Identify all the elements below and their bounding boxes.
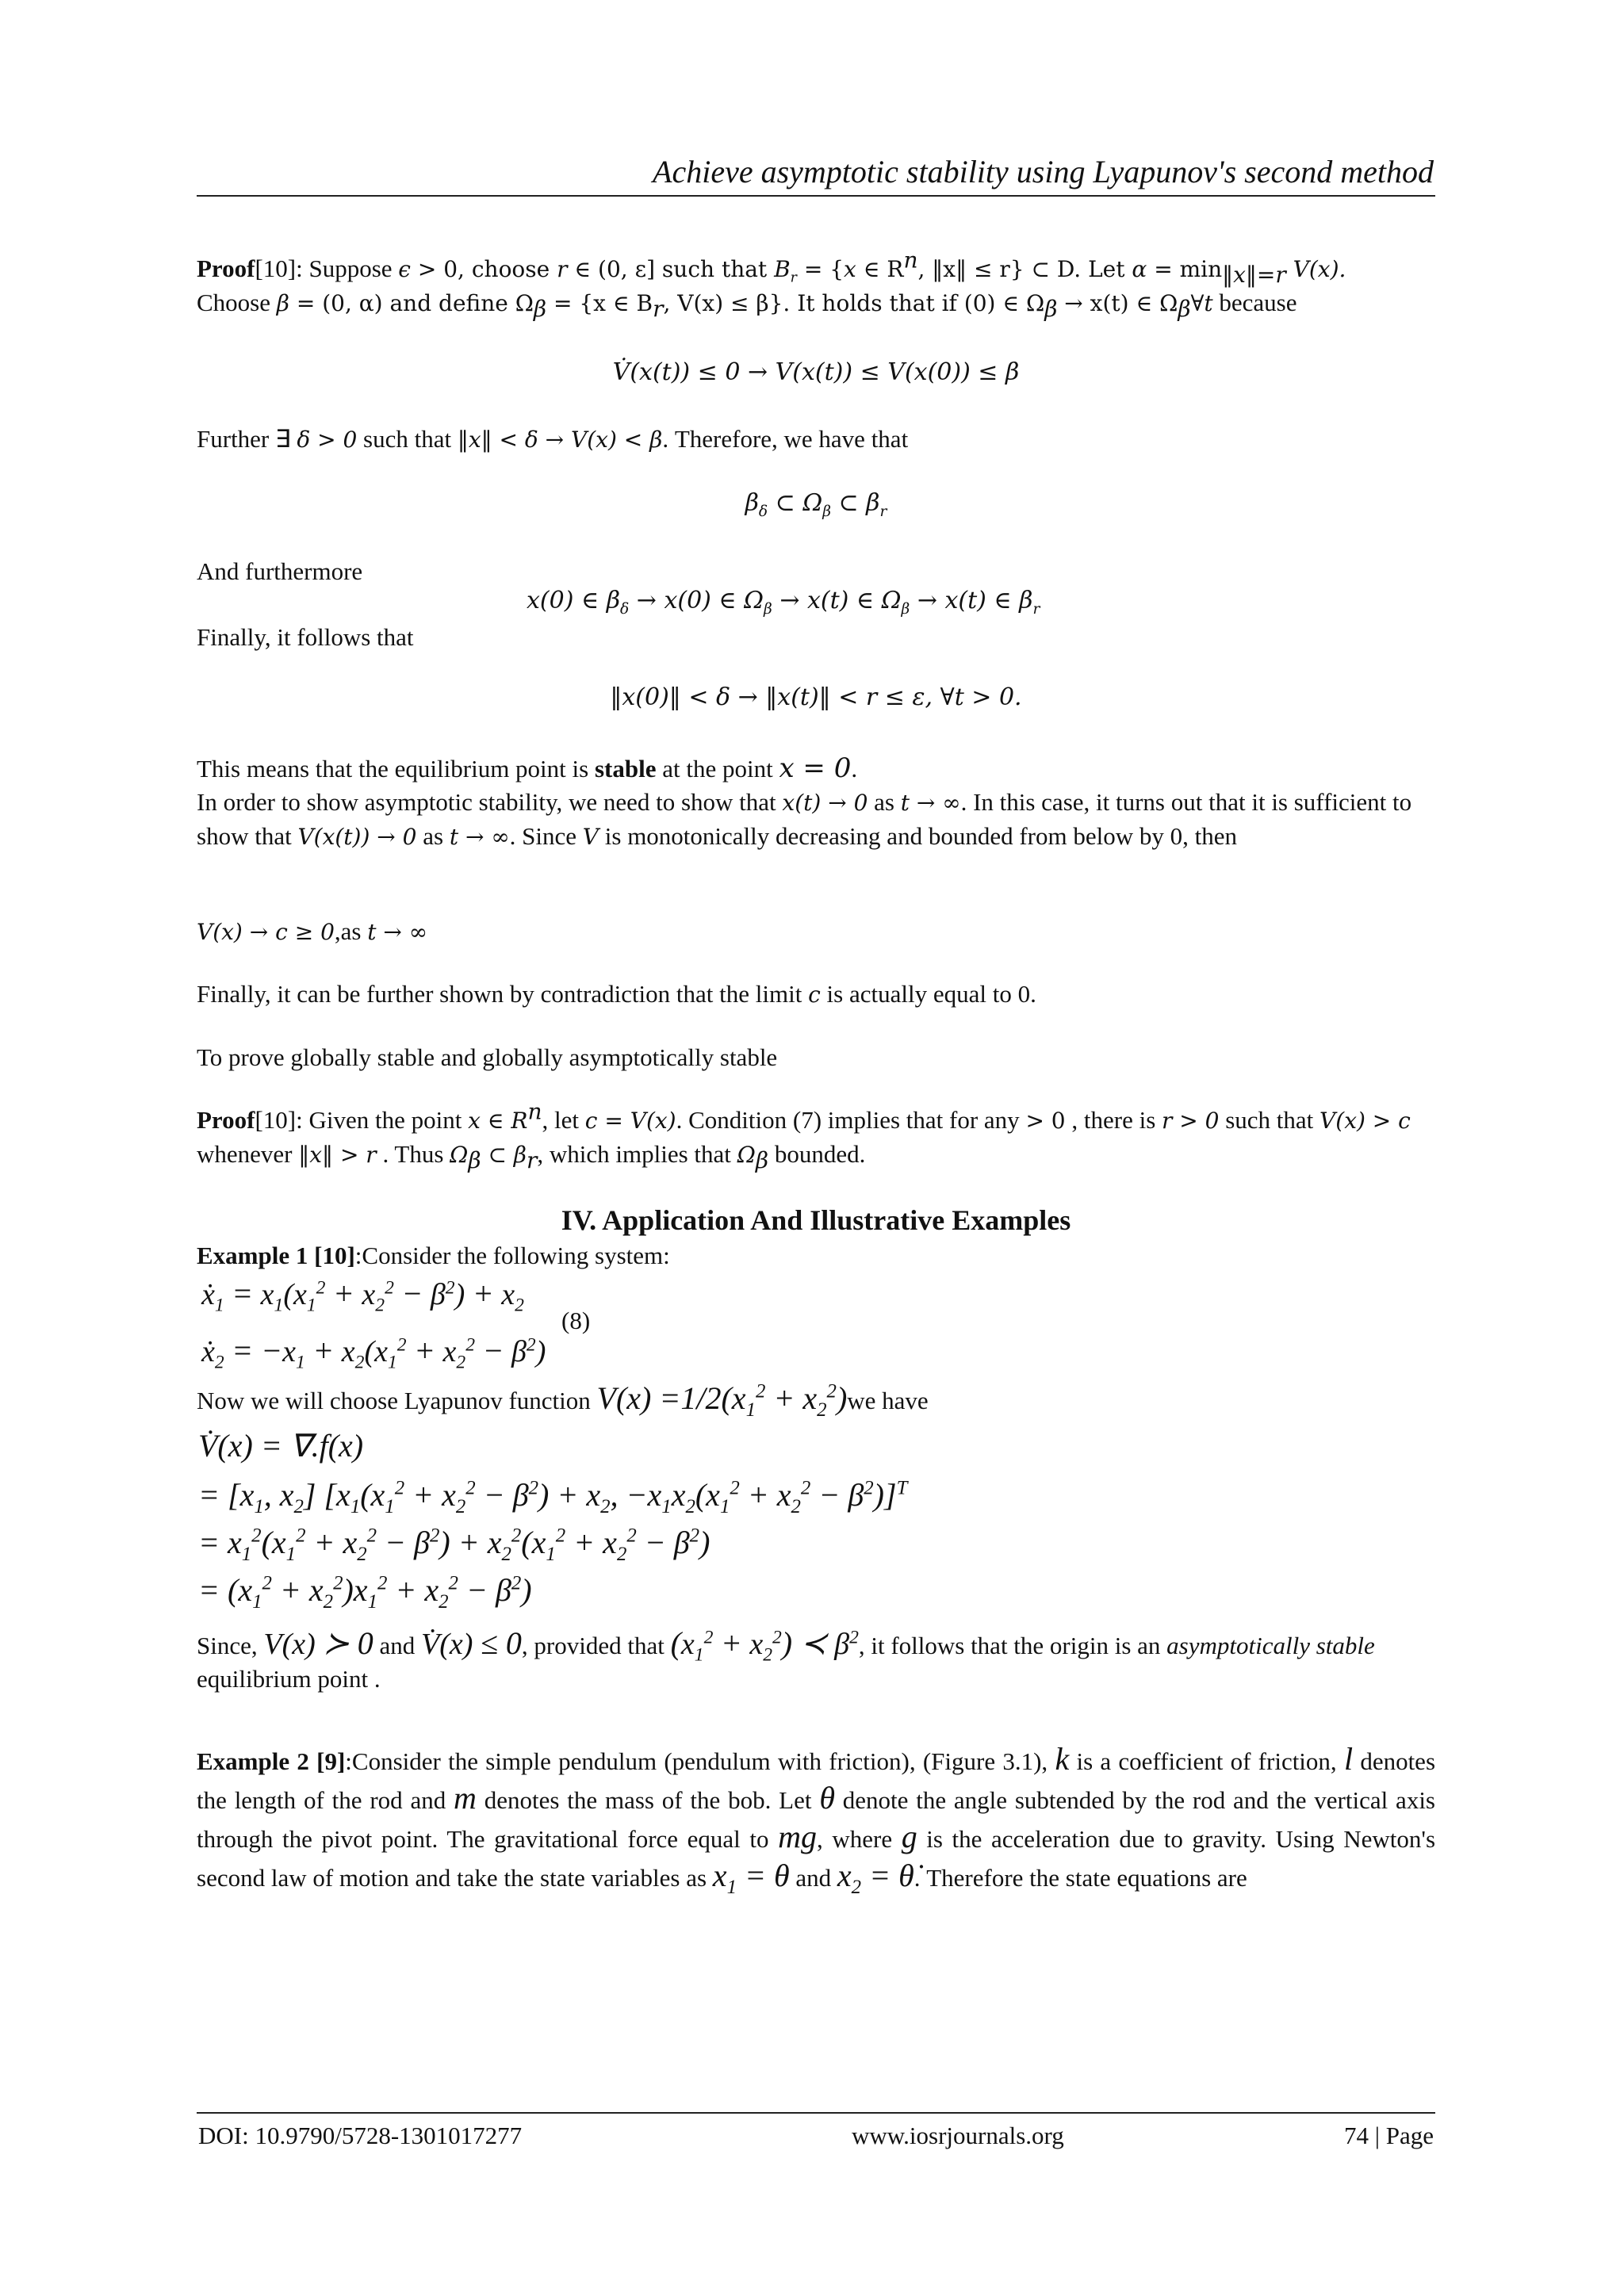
text: , which implies that [537,1140,737,1168]
text: , there is [1065,1106,1162,1134]
math-x: x [844,256,856,282]
math-text: x ∈ R [468,1108,528,1134]
contradiction-paragraph [197,978,1435,1012]
math-text: > 0 [1025,1108,1066,1134]
text: is actually equal to 0. [820,980,1036,1008]
text: . [851,755,858,783]
math-sub-beta: β [468,1147,481,1174]
math-sub-beta: β [764,601,772,618]
math-text: r > 0 [1162,1108,1220,1134]
math-n: n [903,247,918,274]
math-text: ∀t [1190,290,1213,316]
math-text: ‖x‖ < δ → V(x) < β [457,427,663,453]
math-text: ‖x‖ > r [298,1142,377,1168]
math-text: ⊂ Ω [768,489,823,517]
footer-doi: DOI: 10.9790/5728-1301017277 [198,2122,523,2149]
math-text: = { [796,256,845,282]
text: , it follows that the origin is an [858,1632,1167,1659]
text: denote the angle subtended by the rod and the vertical axis through the pivot point. The gravitational force equal to [197,1786,1435,1853]
derivative-line-1: V̇(x) = ∇.f(x) [198,1428,364,1464]
math-epsilon: ϵ [398,256,411,282]
text: Further ∃ [197,425,297,453]
math-sub-r: r [1032,601,1040,618]
limit-equation [197,915,1435,949]
further-paragraph [197,423,1435,457]
stable-paragraph [197,752,1435,854]
text: , where [817,1825,902,1853]
text: denotes the mass of the bob. Let [476,1786,820,1814]
math-sub-r: r [527,1147,538,1174]
text: . Condition (7) implies that for any [676,1106,1026,1134]
italic-text: asymptotically stable [1166,1632,1375,1659]
math-text: V [582,824,599,850]
derivative-line-3: = $x_1^2(x_1^2 + x_2^2 - \beta^2) + x_2^2(x_1^2 + x_2^2 - \beta^2)$ [198,1525,710,1565]
math-alpha: α [1132,256,1147,282]
equation-chain [527,587,1040,618]
math-sub-delta: δ [620,601,630,618]
math-sub-beta: β [533,296,547,323]
running-header: Achieve asymptotic stability using Lyapunov's second method [653,154,1434,189]
math-state-x1: $x_1 = \theta$ [712,1858,790,1898]
furthermore-text: And furthermore [197,557,363,585]
math-text: β [745,489,759,517]
math-text: mg [778,1819,817,1854]
text: . In this case, it turns out that it is sufficient to show that [197,788,1412,850]
math-sub-beta: β [822,503,831,520]
text: , provided that [521,1632,671,1659]
equation-subsets [197,489,1435,520]
text: . Therefore the state equations are [914,1864,1247,1892]
example-label: Example 1 [197,1242,315,1269]
math-text: t → ∞ [449,824,510,850]
to-prove-text: To prove globally stable and globally asymptotically stable [197,1043,778,1071]
text: is a coefficient of friction, [1069,1747,1344,1775]
example-ref: [10] [314,1242,355,1269]
math-text: ∈ (0, ε] such that [567,256,775,282]
math-text: ⊂ β [830,489,880,517]
math-text: ⊂ β [481,1142,527,1168]
math-text: → x(t) ∈ Ω [1057,290,1178,316]
equation-bound: ‖x(0)‖ < δ → ‖x(t)‖ < r ≤ ε, ∀t > 0. [610,683,1022,711]
example-label: Example 2 [197,1747,317,1775]
text: at the point [656,755,779,783]
text: such that [1219,1106,1320,1134]
math-text: > 0, choose [410,256,557,282]
finally-text: Finally, it follows that [197,623,414,651]
header-rule [197,195,1435,197]
text: . Therefore, we have that [662,425,909,453]
math-text: δ > 0 [297,427,358,453]
proof-label: Proof [197,254,255,282]
text: . Since [509,822,583,850]
proof-label: Proof [197,1106,255,1134]
text: :Consider the simple pendulum (pendulum with friction), (Figure 3.1), [345,1747,1055,1775]
example-ref: [9] [316,1747,346,1775]
text: . Thus [376,1140,450,1168]
text: equilibrium point . [197,1665,381,1693]
footer-rule [197,2112,1435,2114]
math-text: t → ∞ [900,790,961,816]
text: as [868,788,901,816]
math-text: x(0) ∈ β [527,587,621,614]
math-text: = {x ∈ B [546,290,653,316]
text: , let [542,1106,585,1134]
equation-vdot: V̇(x(t)) ≤ 0 → V(x(t)) ≤ V(x(0)) ≤ β [612,358,1020,386]
text: :Consider the following system: [354,1242,670,1269]
text: is monotonically decreasing and bounded from below by 0, then [599,822,1237,850]
math-text: V(x). [1285,256,1346,282]
math-negative-semidefinite: V̇(x) ≤ 0 [421,1625,522,1661]
math-text: , ‖x‖ ≤ r} ⊂ D. Let [917,256,1132,282]
math-text: V(x(t)) → 0 [297,824,417,850]
math-text: g [901,1819,917,1854]
math-text: t → ∞ [367,919,428,945]
text: Finally, it can be further shown by contradiction that the limit [197,980,809,1008]
math-text: θ [819,1780,835,1816]
math-sub-beta: β [755,1147,769,1174]
math-text: → x(t) ∈ Ω [772,587,902,614]
text: we have [847,1387,929,1414]
math-text: m [454,1780,477,1816]
text: such that [357,425,458,453]
math-text: x = 0 [779,752,852,784]
since-paragraph [197,1627,1435,1696]
math-text: Ω [737,1142,756,1168]
math-text: k [1055,1741,1070,1777]
math-text: , V(x) ≤ β}. It holds that if (0) ∈ Ω [663,290,1045,316]
math-text: ∈ R [856,256,904,282]
math-text: x(t) → 0 [782,790,868,816]
math-condition: $(x_1^2 + x_2^2)$ ≺ $\beta^2$ [670,1625,859,1666]
text: denotes the length of the rod and [197,1747,1436,1814]
math-B: $B_r$ [774,256,797,286]
section-heading: IV. Application And Illustrative Examples [561,1204,1071,1236]
equation-number: (8) [561,1307,591,1334]
math-state-x2: $x_2$ = θ̇ [837,1858,914,1898]
text: This means that the equilibrium point is [197,755,595,783]
math-text: V(x) > c [1320,1108,1411,1134]
math-sub-r: r [653,296,664,323]
text: ,as [334,917,368,945]
math-sub-beta: β [901,601,910,618]
text: and [373,1632,422,1659]
text: Now we will choose Lyapunov function [197,1387,597,1414]
system-equation-1: ẋ$_1$ = $x_1(x_1^2 + x_2^2 - \beta^2) + x_2$ [201,1276,524,1316]
math-r: r [557,256,568,282]
stable-keyword: stable [594,755,657,783]
math-text: c [808,982,821,1008]
system-equation-2: ẋ$_2$ = $-x_1 + x_2(x_1^2 + x_2^2 - \beta^2)$ [201,1333,546,1373]
math-sup: n [527,1098,542,1125]
math-text: → x(t) ∈ β [910,587,1033,614]
text: Since, [197,1632,264,1659]
text: bounded. [768,1140,866,1168]
math-text: c = V(x) [584,1108,676,1134]
text: as [416,822,450,850]
footer-page-number: 74 | Page [1344,2122,1434,2149]
math-text: = min [1147,256,1223,282]
text: because [1212,289,1297,316]
math-sub: ‖x‖=r [1222,262,1286,289]
text: [10]: Given the point [255,1106,469,1134]
math-positive-definite: V(x) ≻ 0 [263,1625,373,1661]
math-sub-beta: β [1178,296,1191,323]
lyapunov-line [197,1380,1435,1421]
math-text: → x(0) ∈ Ω [629,587,764,614]
text: Choose [197,289,277,316]
math-text: = (0, α) and define Ω [289,290,534,316]
math-beta: β [276,290,289,316]
proof-paragraph-2 [197,1098,1435,1174]
example-1-intro [197,1239,1435,1272]
derivative-line-2: = [$x_1$, $x_2$] [$x_1(x_1^2 + x_2^2 - \beta^2) + x_2$, $-x_1x_2(x_1^2 + x_2^2 - \beta^2)]^T$ [198,1477,908,1517]
derivative-line-4: = $(x_1^2 + x_2^2)x_1^2 + x_2^2 - \beta^2$) [198,1572,532,1613]
math-sub-delta: δ [758,503,768,520]
footer-website: www.iosrjournals.org [852,2122,1064,2149]
text: In order to show asymptotic stability, we need to show that [197,788,783,816]
proof-ref: [10]: Suppose [255,254,399,282]
text: and [789,1864,837,1892]
math-sub-beta: β [1044,296,1058,323]
math-sub-r: r [879,503,887,520]
text: whenever [197,1140,299,1168]
example-2-paragraph [197,1741,1435,1896]
math-text: Ω [450,1142,469,1168]
math-text: l [1343,1741,1354,1777]
proof-paragraph-1 [197,247,1435,323]
text: is the acceleration due to gravity. Using Newton's second law of motion and take the state variables as [197,1825,1436,1892]
math-text: V(x) → c ≥ 0 [197,919,335,945]
lyapunov-function: $V(x) =1/2(x_1^2 + x_2^2)$ [596,1380,848,1421]
